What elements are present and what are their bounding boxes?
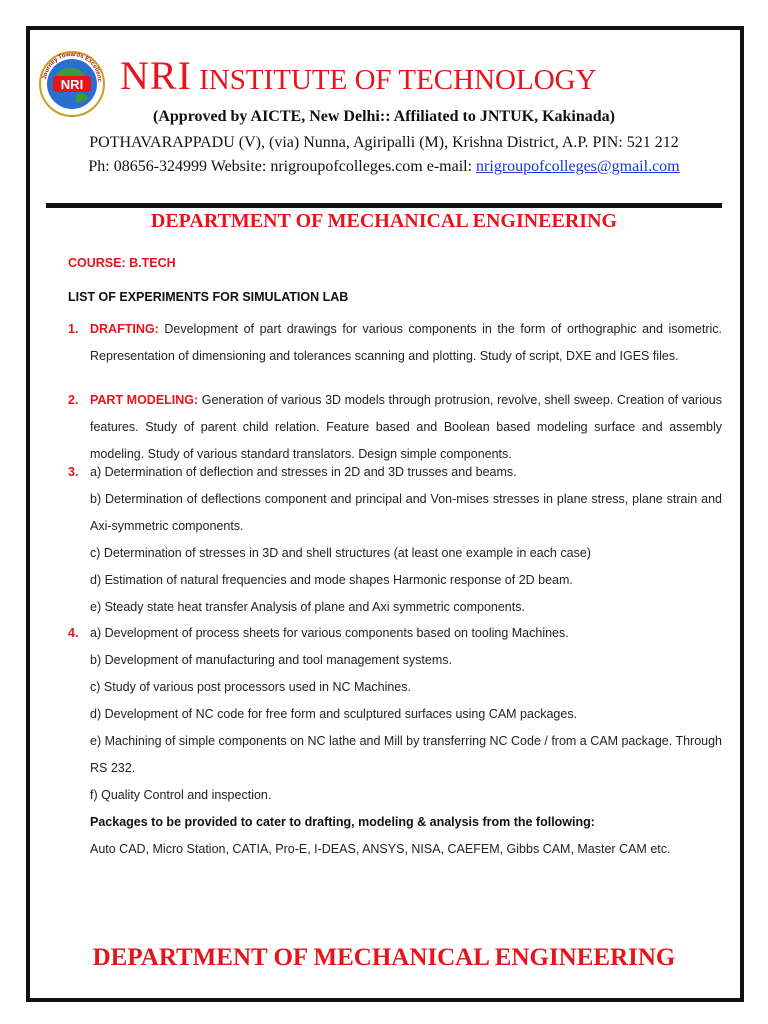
sub-item: b) Determination of deflections component and principal and Von-mises stresses in plane stress, plane strain and Axi-symmetric components. (90, 492, 722, 533)
logo-text: NRI (60, 77, 84, 92)
logo-ring-text: Journey Towards Excellenc (42, 51, 103, 83)
sub-item: d) Development of NC code for free form and sculptured surfaces using CAM packages. (90, 707, 578, 721)
address-line: POTHAVARAPPADU (V), (via) Nunna, Agiripalli (M), Krishna District, A.P. PIN: 521 212 (89, 134, 679, 151)
item-number: 4. (68, 626, 79, 640)
item-number: 2. (68, 393, 79, 407)
experiment-2 (68, 387, 722, 468)
footer-department: DEPARTMENT OF MECHANICAL ENGINEERING (92, 944, 676, 971)
item-number: 1. (68, 322, 79, 336)
sub-item: f) Quality Control and inspection. (90, 788, 272, 802)
sub-item: a) Development of process sheets for various components based on tooling Machines. (90, 626, 569, 640)
item-text: Generation of various 3D models through protrusion, revolve, shell sweep. Creation of various features. Study of parent child relation. Feature based and Boolean based modeling surface and assembly modeling. Study of various standard translators. Design simple components. (90, 393, 723, 461)
course-label: COURSE: B.TECH (68, 256, 176, 270)
item-number: 3. (68, 465, 79, 479)
experiment-1 (68, 316, 722, 370)
sub-item: b) Development of manufacturing and tool management systems. (90, 653, 452, 667)
title-nri: NRI (120, 53, 192, 98)
sub-item: c) Determination of stresses in 3D and shell structures (at least one example in each case) (90, 546, 591, 560)
contact-prefix: Ph: 08656-324999 Website: nrigroupofcolleges.com e-mail: (88, 158, 477, 175)
packages-title: Packages to be provided to cater to drafting, modeling & analysis from the following: (90, 815, 595, 829)
sub-item: d) Estimation of natural frequencies and mode shapes Harmonic response of 2D beam. (90, 573, 573, 587)
sub-item: a) Determination of deflection and stresses in 2D and 3D trusses and beams. (90, 465, 517, 479)
header-divider (46, 203, 722, 208)
list-title: LIST OF EXPERIMENTS FOR SIMULATION LAB (68, 290, 349, 304)
packages-text: Auto CAD, Micro Station, CATIA, Pro-E, I-DEAS, ANSYS, NISA, CAEFEM, Gibbs CAM, Master CAM etc. (90, 842, 671, 856)
email-link[interactable]: nrigroupofcolleges@gmail.com (476, 158, 680, 175)
item-heading: DRAFTING: (90, 322, 159, 336)
contact-line (0, 158, 768, 176)
sub-item: e) Steady state heat transfer Analysis of plane and Axi symmetric components. (90, 600, 525, 614)
department-heading: DEPARTMENT OF MECHANICAL ENGINEERING (150, 210, 618, 232)
sub-item: c) Study of various post processors used in NC Machines. (90, 680, 411, 694)
title-rest: INSTITUTE OF TECHNOLOGY (191, 64, 597, 96)
item-text: Development of part drawings for various components in the form of orthographic and isometric. Representation of dimensioning and tolerances scanning and plotting. Study of script, DXE and IGES files. (90, 322, 722, 363)
institute-title (120, 52, 597, 99)
sub-item: e) Machining of simple components on NC lathe and Mill by transferring NC Code / from a CAM package. Through RS 232. (90, 734, 723, 775)
experiment-3 (68, 459, 722, 621)
experiment-4 (68, 620, 722, 863)
item-heading: PART MODELING: (90, 393, 199, 407)
approval-line: (Approved by AICTE, New Delhi:: Affiliated to JNTUK, Kakinada) (153, 108, 615, 125)
